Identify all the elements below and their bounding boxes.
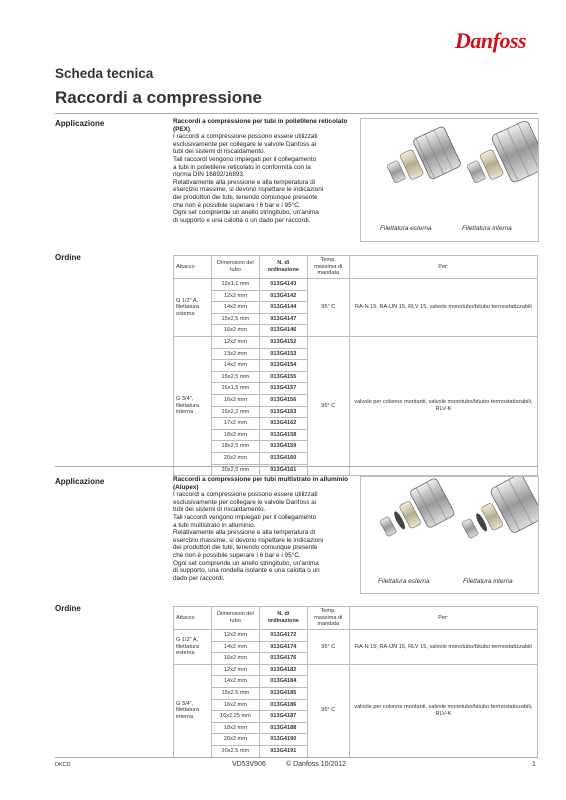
table-row [174,664,538,676]
para-line: tubi dei sistemi di riscaldamento. [173,148,266,156]
applicable-valves-cell: RA-N 15, RA-UN 15, RLV 15, valvole monotubo/bitubo termostatizzabili [349,279,537,337]
header-max-temp: Temp. massima di mandata [307,607,349,630]
pipe-dimension-cell: 15x2,5 mm [211,371,259,383]
para-line: Ogni set comprende un anello stringitubo, un'anima [173,209,319,217]
connection-cell: G 3/4", filettatura interna [174,664,212,757]
pipe-dimension-cell: 20x2.5 mm [211,745,259,757]
danfoss-logo: Danfoss [455,28,527,53]
para-line: I raccordi a compressione possono essere utilizzati [173,491,318,499]
para-line: dado per raccordi. [173,574,225,582]
connection-cell: G 1/2" A, filettatura esterna [174,279,212,337]
para-line: Ogni set comprende un anello stringitubo, un'anima [173,559,319,567]
section1-application-label: Applicazione [55,119,105,128]
para-line: esclusivamente per collegare le valvole Danfoss ai [173,140,317,148]
order-number-cell: 013G4143 [259,279,307,291]
pipe-dimension-cell: 14x2 mm [211,676,259,688]
pipe-dimension-cell: 17x2 mm [211,418,259,430]
order-number-cell: 013G4152 [259,336,307,348]
order-number-cell: 013G4144 [259,302,307,314]
footer-copyright: © Danfoss 10/2012 [286,761,347,768]
section-divider [55,466,538,467]
pipe-dimension-cell: 14x2 mm [211,641,259,653]
order-number-cell: 013G4176 [259,653,307,665]
section2-application-label: Applicazione [55,477,105,486]
pipe-dimension-cell: 20x2 mm [211,452,259,464]
para-line: Tali raccordi vengono impiegati per il collegamento [173,513,317,521]
header-order-number: N. di ordinazione [259,607,307,630]
footer-page-number: 1 [532,761,536,768]
pipe-dimension-cell: 18x2,5 mm [211,441,259,453]
order-number-cell: 013G4155 [259,371,307,383]
applicable-valves-cell: valvole per colonne montanti, valvole monotubo/bitubo termostatizzabili, RLV-K [349,664,537,757]
footer-rule [55,757,538,758]
pipe-dimension-cell: 20x2,5 mm [211,464,259,476]
pipe-dimension-cell: 13x2 mm [211,348,259,360]
pipe-dimension-cell: 12x2 mm [211,290,259,302]
pipe-dimension-cell: 12x1,1 mm [211,279,259,291]
alupex-fitting-illustration [361,477,538,593]
pipe-dimension-cell: 12x2 mm [211,336,259,348]
para-line: a tubi in polietilene reticolato in conformità con la [173,163,311,171]
pipe-dimension-cell: 16x2 mm [211,699,259,711]
pipe-dimension-cell: 14x2 mm [211,302,259,314]
section1-caption-right: Filettatura interna [462,225,512,232]
section1-order-table [173,255,538,476]
section1-product-image [360,118,539,242]
order-number-cell: 013G4160 [259,452,307,464]
header-for: Per: [349,607,537,630]
section1-para-title: Raccordi a compressione per tubi in polietilene reticolato (PEX) [173,118,348,133]
table-row [174,336,538,348]
applicable-valves-cell: valvole per colonne montanti, valvole monotubo/bitubo termostatizzabili, RLV-K [349,336,537,475]
para-line: norma DIN 16892/16893. [173,171,245,179]
section1-order-label: Ordine [55,253,81,262]
pipe-dimension-cell: 16x2,2 mm [211,406,259,418]
document-subtitle: Scheda tecnica [55,66,154,81]
section2-para-lines [173,491,353,582]
pipe-dimension-cell: 16x2.25 mm [211,711,259,723]
footer-document-code: VD53V906 [232,761,266,768]
order-number-cell: 013G4185 [259,687,307,699]
header-rule [55,113,538,114]
pipe-dimension-cell: 12x2 mm [211,630,259,642]
pipe-dimension-cell: 16x2 mm [211,394,259,406]
order-number-cell: 013G4163 [259,406,307,418]
order-number-cell: 013G4187 [259,711,307,723]
table-row [174,630,538,642]
pipe-dimension-cell: 20x2 mm [211,734,259,746]
connection-cell: G 3/4", filettatura interna [174,336,212,475]
order-number-cell: 013G4191 [259,745,307,757]
para-line: Relativamente alla pressione e alla temperatura di [173,529,316,537]
order-number-cell: 013G4154 [259,360,307,372]
pipe-dimension-cell: 15x2.5 mm [211,687,259,699]
section2-description [173,476,353,582]
order-number-cell: 013G4147 [259,313,307,325]
header-dimensions: Dimensioni del tubo [211,607,259,630]
document-title: Raccordi a compressione [55,88,262,107]
para-line: che non è possibile superare i 6 bar e i 95°C. [173,201,301,209]
order-number-cell: 013G4184 [259,676,307,688]
header-max-temp: Temp. massima di mandata [307,256,349,279]
header-dimensions: Dimensioni del tubo [211,256,259,279]
para-line: Tali raccordi vengono impiegati per il collegamento [173,155,317,163]
order-number-cell: 013G4188 [259,722,307,734]
max-temp-cell: 95° C [307,336,349,475]
pipe-dimension-cell: 16x2 mm [211,325,259,337]
section2-order-label: Ordine [55,604,81,613]
pipe-dimension-cell: 18x2 mm [211,429,259,441]
fitting-illustration [361,119,538,241]
para-line: dei produttori dei tubi, tenendo comunque presente [173,193,318,201]
order-number-cell: 013G4159 [259,441,307,453]
max-temp-cell: 95° C [307,664,349,757]
order-number-cell: 013G4190 [259,734,307,746]
section1-para-lines [173,133,353,224]
section2-para-title: Raccordi a compressione per tubi multistrato in alluminio (Alupex) [173,476,349,491]
para-line: che non è possibile superare i 6 bar e i 95°C. [173,551,301,559]
header-for: Per: [349,256,537,279]
order-number-cell: 013G4172 [259,630,307,642]
order-number-cell: 013G4174 [259,641,307,653]
order-number-cell: 013G4182 [259,664,307,676]
pipe-dimension-cell: 16x2 mm [211,653,259,665]
section2-order-table [173,606,538,758]
para-line: I raccordi a compressione possono essere utilizzati [173,133,318,141]
footer-left-code: DKCD [55,762,71,768]
section1-caption-left: Filettatura esterna [380,225,432,232]
pipe-dimension-cell: 18x2 mm [211,722,259,734]
para-line: Relativamente alla pressione e alla temperatura di [173,178,316,186]
header-order-number: N. di ordinazione [259,256,307,279]
para-line: a tubi multistrato in alluminio. [173,521,256,529]
order-number-cell: 013G4153 [259,348,307,360]
para-line: esclusivamente per collegare le valvole Danfoss ai [173,498,317,506]
connection-cell: G 1/2" A, filettatura esterna [174,630,212,665]
para-line: di supporto e una calotta o un dado per raccordi. [173,216,311,224]
order-number-cell: 013G4142 [259,290,307,302]
order-number-cell: 013G4186 [259,699,307,711]
order-number-cell: 013G4146 [259,325,307,337]
pipe-dimension-cell: 15x2,5 mm [211,313,259,325]
para-line: esercizio massime, si devono rispettare le indicazioni [173,536,324,544]
para-line: tubi dei sistemi di riscaldamento. [173,506,266,514]
max-temp-cell: 95° C [307,630,349,665]
header-attacco: Attacco [174,256,212,279]
section1-description [173,118,353,224]
pipe-dimension-cell: 16x1,5 mm [211,383,259,395]
table-row [174,279,538,291]
section2-caption-right: Filettatura interna [463,578,513,585]
section2-caption-left: Filettatura esterna [378,578,430,585]
para-line: di supporto, una rondella isolante e una calotta o un [173,567,320,575]
order-number-cell: 013G4158 [259,429,307,441]
pipe-dimension-cell: 14x2 mm [211,360,259,372]
order-number-cell: 013G4157 [259,383,307,395]
para-line: esercizio massime, si devono rispettare le indicazioni [173,186,324,194]
pipe-dimension-cell: 12x2 mm [211,664,259,676]
applicable-valves-cell: RA-N 15, RA-UN 15, RLV 15, valvole monotubo/bitubo termostatizzabili [349,630,537,665]
section2-product-image [360,476,539,594]
para-line: dei produttori dei tubi, tenendo comunque presente [173,544,318,552]
header-attacco: Attacco [174,607,212,630]
order-number-cell: 013G4162 [259,418,307,430]
max-temp-cell: 95° C [307,279,349,337]
order-number-cell: 013G4161 [259,464,307,476]
order-number-cell: 013G4156 [259,394,307,406]
